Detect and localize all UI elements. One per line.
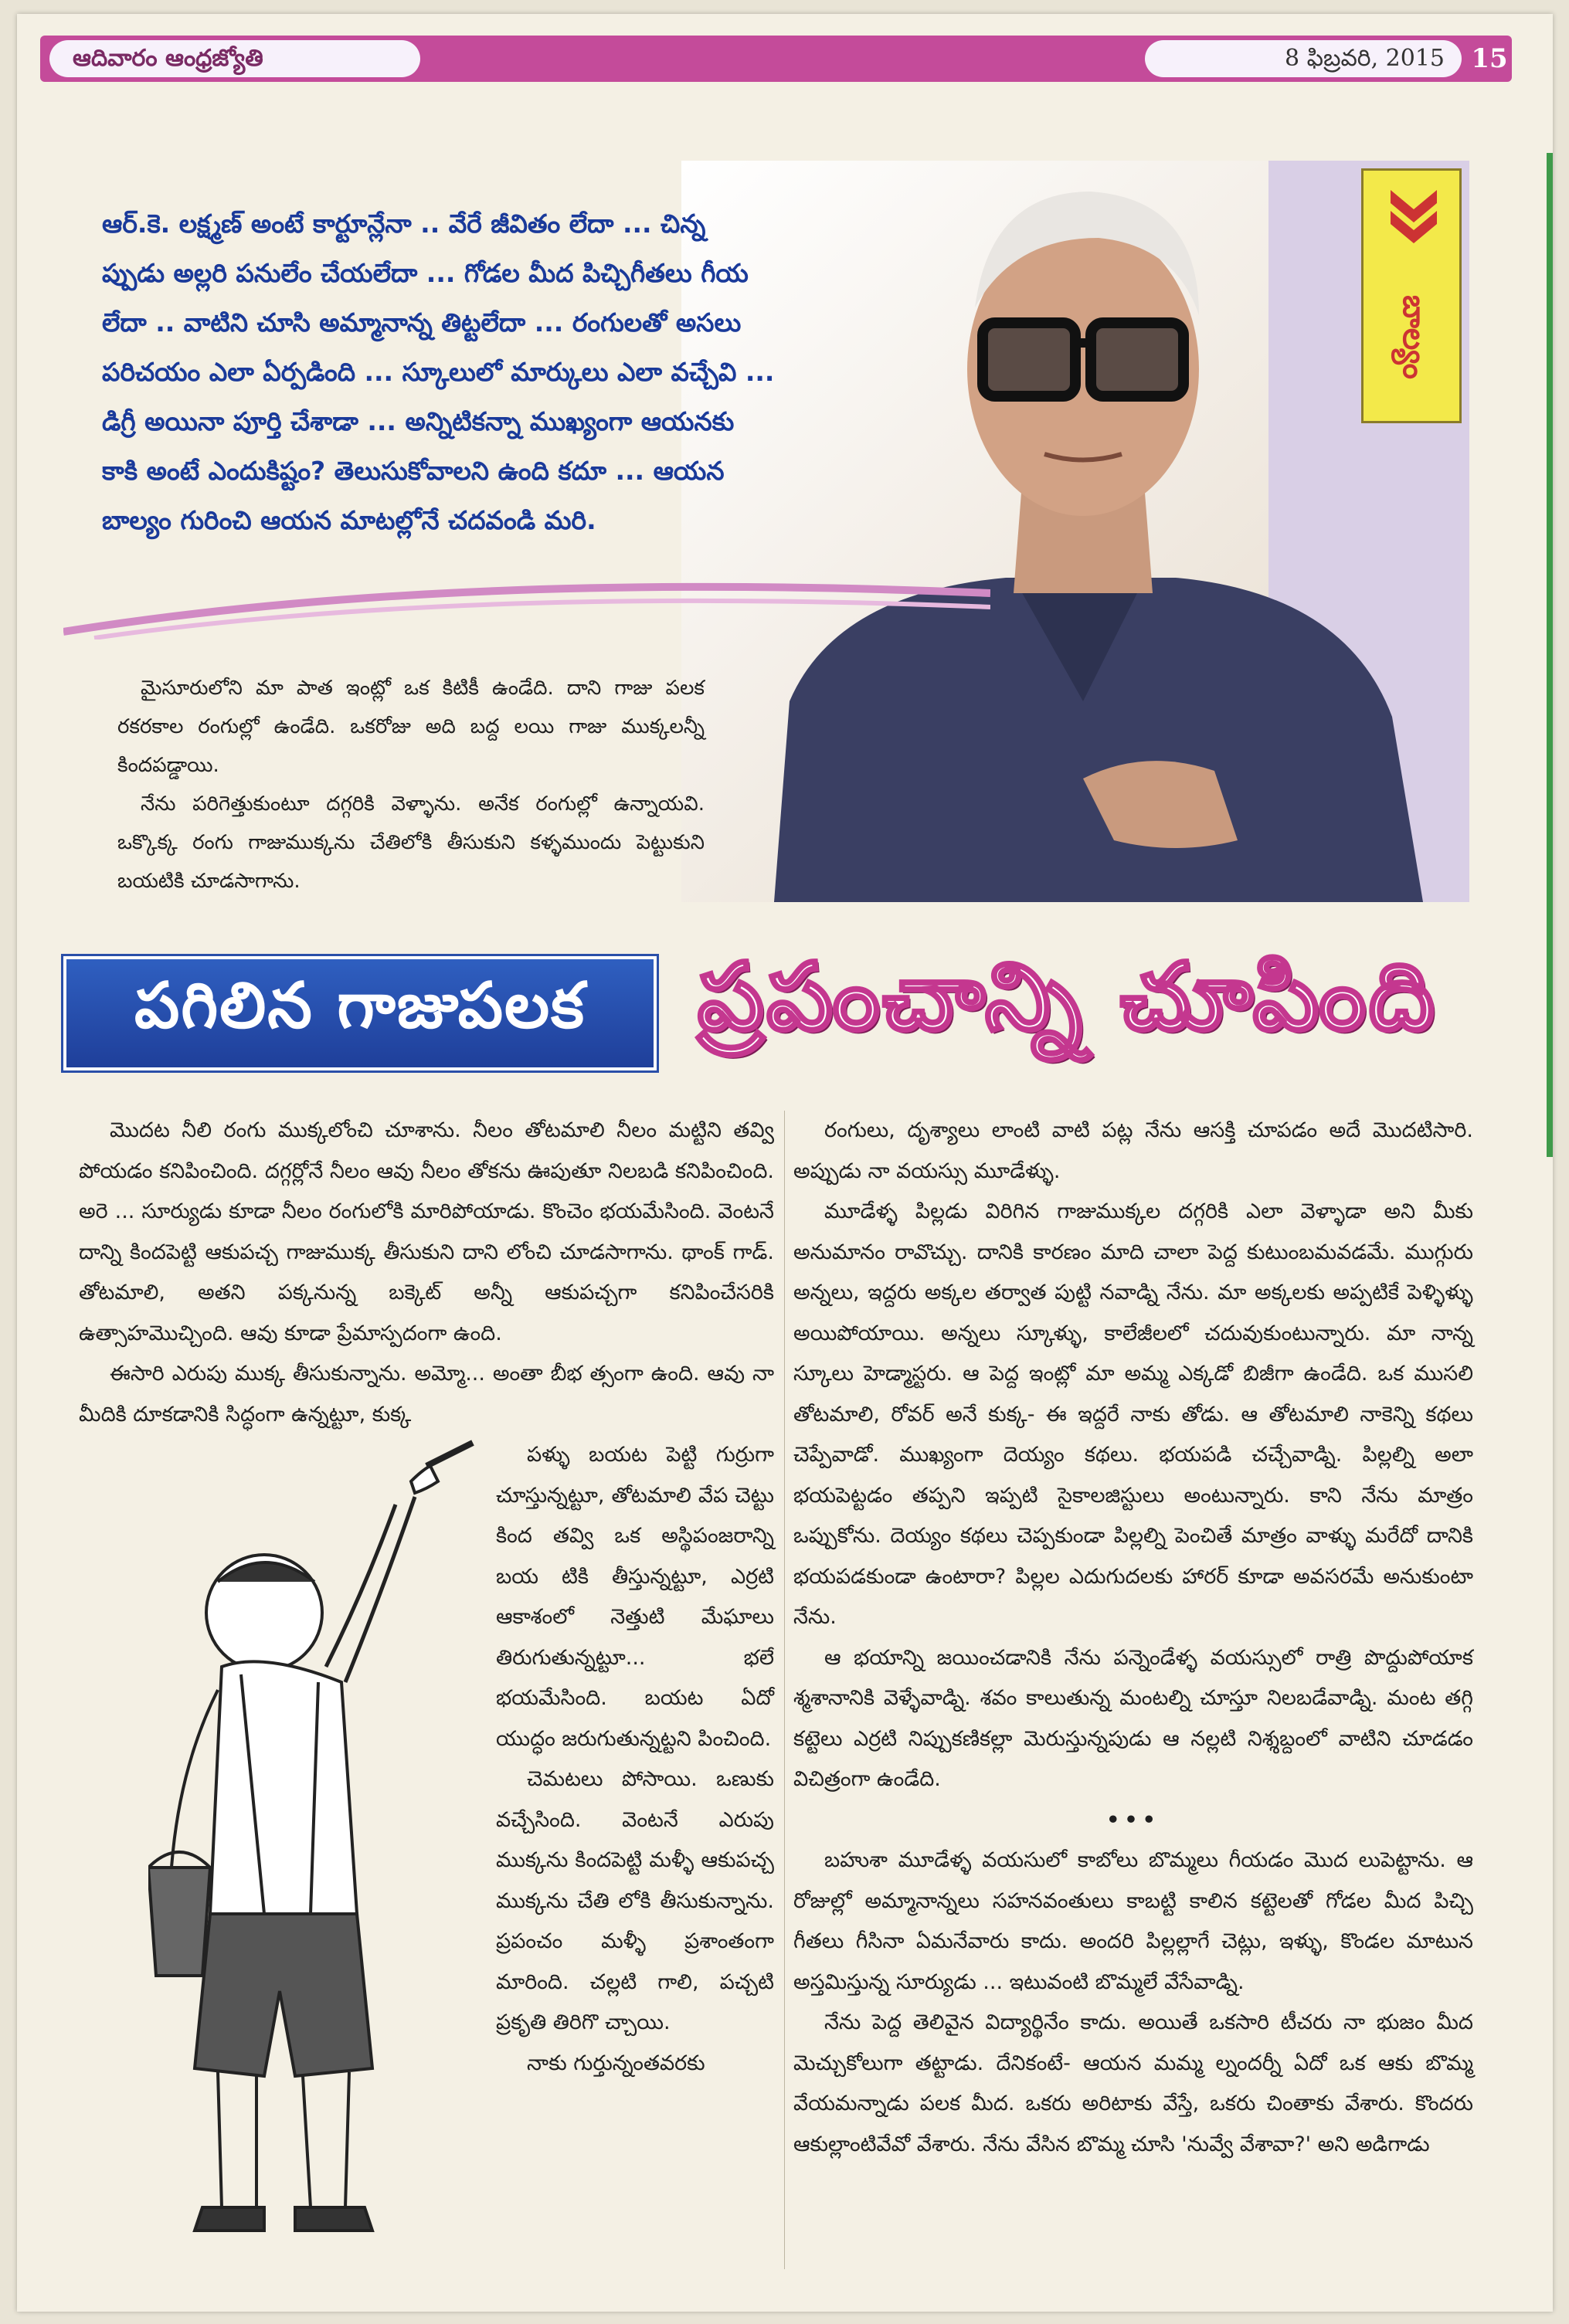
lead-paragraph: నేను పరిగెత్తుకుంటూ దగ్గరికి వెళ్ళాను. అనేక రంగుల్లో ఉన్నాయవి. ఒక్కొక్క రంగు గాజుముక్కను చేతిలోకి తీసుకుని కళ్ళముందు పెట్టుకుని బయటికి చూడసాగాను. — [117, 792, 705, 893]
publication-name: ఆదివారం ఆంధ్రజ్యోతి — [49, 40, 420, 77]
body-paragraph: ఆ భయాన్ని జయించడానికి నేను పన్నెండేళ్ళ వయస్సులో రాత్రి పొద్దుపోయాక శ్మశానానికి వెళ్ళేవాడ్ని. శవం కాలుతున్న మంటల్ని చూస్తూ నిలబడేవాడ్ని. మంట తగ్గి కట్టెలు ఎర్రటి నిప్పుకణికల్లా మెరుస్తున్నపుడు ఆ నల్లటి నిశ్శబ్దంలో వాటిని చూడడం విచిత్రంగా ఉండేది. — [793, 1645, 1473, 1791]
issue-date: 8 ఫిబ్రవరి, 2015 — [1145, 40, 1462, 77]
page-edge — [1547, 153, 1553, 1157]
right-column — [793, 1111, 1473, 2165]
headline-left: పగిలిన గాజుపలక — [134, 969, 586, 1043]
left-column — [79, 1111, 774, 1435]
intro-line: పరిచయం ఎలా ఏర్పడింది ... స్కూలులో మార్కులు ఎలా వచ్చేవి ... — [102, 357, 775, 387]
chevron-down-icon — [1387, 186, 1441, 248]
left-column-wrapped — [496, 1435, 774, 2084]
newspaper-page — [17, 14, 1553, 2312]
intro-line: లేదా .. వాటిని చూసి అమ్మానాన్న తిట్టలేదా ... రంగులతో అసలు — [102, 307, 742, 338]
intro-line: ఆర్.కె. లక్ష్మణ్ అంటే కార్టూన్లేనా .. వేరే జీవితం లేదా ... చిన్న — [102, 209, 706, 239]
body-paragraph: పళ్ళు బయట పెట్టి గుర్రుగా చూస్తున్నట్టూ, తోటమాలి వేప చెట్టు కింద తవ్వి ఒక అస్థిపంజరాన్ని బయ టికి తీస్తున్నట్టూ, ఎర్రటి ఆకాశంలో నెత్తుటి మేఘాలు తిరుగుతున్నట్టూ... భలే భయమేసింది. బయట ఏదో యుద్ధం జరుగుతున్నట్టని పించింది. — [496, 1443, 774, 1751]
body-paragraph: ఈసారి ఎరుపు ముక్క తీసుకున్నాను. అమ్మో... అంతా బీభ త్సంగా ఉంది. ఆవు నా మీదికి దూకడానికి సిద్ధంగా ఉన్నట్టూ, కుక్క — [79, 1362, 774, 1427]
body-paragraph: రంగులు, దృశ్యాలు లాంటి వాటి పట్ల నేను ఆసక్తి చూపడం అదే మొదటిసారి. అప్పుడు నా వయస్సు మూడేళ్ళు. — [793, 1118, 1473, 1183]
boy-painting-illustration — [148, 1435, 511, 2269]
headline — [63, 941, 1469, 1076]
lead-paragraph: మైసూరులోని మా పాత ఇంట్లో ఒక కిటికీ ఉండేది. దాని గాజు పలక రకరకాల రంగుల్లో ఉండేది. ఒకరోజు అది బద్ద లయి గాజు ముక్కలన్నీ కిందపడ్డాయి. — [117, 677, 705, 777]
lead-text — [117, 669, 705, 901]
intro-line: కాకి అంటే ఎందుకిష్టం? తెలుసుకోవాలని ఉంది కదూ ... ఆయన — [102, 456, 725, 486]
body-paragraph: చెమటలు పోసాయి. ఒణుకు వచ్చేసింది. వెంటనే ఎరుపు ముక్కను కిందపెట్టి మళ్ళీ ఆకుపచ్చ ముక్కను చేతి లోకి తీసుకున్నాను. ప్రపంచం మళ్ళీ ప్రశాంతంగా మారింది. చల్లటి గాలి, పచ్చటి ప్రకృతి తిరిగొ చ్చాయి. — [496, 1767, 774, 2034]
column-divider — [784, 1111, 785, 2269]
section-tag-label: బాల్యం — [1396, 294, 1431, 379]
body-paragraph: మొదట నీలి రంగు ముక్కలోంచి చూశాను. నీలం తోటమాలి నీలం మట్టిని తవ్వి పోయడం కనిపించింది. దగ్గర్లోనే నీలం ఆవు నీలం తోకను ఊపుతూ నిలబడి కనిపించింది. అరె ... సూర్యుడు కూడా నీలం రంగులోకి మారిపోయాడు. కొంచెం భయమేసింది. వెంటనే దాన్ని కిందపెట్టి ఆకుపచ్చ గాజుముక్క తీసుకుని దాని లోంచి చూడసాగాను. థాంక్ గాడ్. తోటమాలి, అతని పక్కనున్న బక్కెట్ అన్నీ ఆకుపచ్చగా కనిపించేసరికి ఉత్సాహమొచ్చింది. ఆవు కూడా ప్రేమాస్పదంగా ఉంది. — [79, 1118, 774, 1345]
intro-text — [102, 199, 913, 545]
body-paragraph: మూడేళ్ళ పిల్లడు విరిగిన గాజుముక్కల దగ్గరికి ఎలా వెళ్ళాడా అని మీకు అనుమానం రావొచ్చు. దానికి కారణం మాది చాలా పెద్ద కుటుంబమవడమే. ముగ్గురు అన్నలు, ఇద్దరు అక్కల తర్వాత పుట్టి నవాడ్ని నేను. మా అక్కలకు అప్పటికే పెళ్ళిళ్ళు అయిపోయాయి. అన్నలు స్కూళ్ళు, కాలేజీలలో చదువుకుంటున్నారు. మా నాన్న స్కూలు హెడ్మాస్టరు. ఆ పెద్ద ఇంట్లో మా అమ్మ ఎక్కడో బిజీగా ఉండేది. ఒక ముసలి తోటమాలి, రోవర్ అనే కుక్క- ఈ ఇద్దరే నాకు తోడు. ఆ తోటమాలి నాకెన్ని కథలు చెప్పేవాడో. ముఖ్యంగా దెయ్యం కథలు. భయపడి చచ్చేవాడ్ని. పిల్లల్ని అలా భయపెట్టడం తప్పని ఇప్పటి సైకాలజిస్టులు అంటున్నారు. కాని నేను మాత్రం ఒప్పుకోను. దెయ్యం కథలు చెప్పకుండా పిల్లల్ని పెంచితే మాత్రం వాళ్ళు మరేదో దానికి భయపడకుండా ఉంటారా? పిల్లల ఎదుగుదలకు హారర్ కూడా అవసరమే అనుకుంటా నేను. — [793, 1199, 1473, 1629]
section-separator: ••• — [1106, 1807, 1160, 1832]
intro-line: బాల్యం గురించి ఆయన మాటల్లోనే చదవండి మరి. — [102, 505, 596, 535]
body-paragraph: బహుశా మూడేళ్ళ వయసులో కాబోలు బొమ్మలు గీయడం మొద లుపెట్టాను. ఆ రోజుల్లో అమ్మానాన్నలు సహనవంతులు కాబట్టి కాలిన కట్టెలతో గోడల మీద పిచ్చి గీతలు గీసినా ఏమనేవారు కాదు. అందరి పిల్లల్లాగే చెట్లు, ఇళ్ళు, కొండల మాటున అస్తమిస్తున్న సూర్యుడు ... ఇటువంటి బొమ్మలే వేసేవాడ్ని. — [793, 1848, 1473, 1994]
intro-line: డిగ్రీ అయినా పూర్తి చేశాడా ... అన్నిటికన్నా ముఖ్యంగా ఆయనకు — [102, 406, 735, 436]
decorative-swoosh — [63, 547, 990, 640]
intro-line: ప్పుడు అల్లరి పనులేం చేయలేదా ... గోడల మీద పిచ్చిగీతలు గీయ — [102, 258, 749, 288]
body-paragraph: నేను పెద్ద తెలివైన విద్యార్థినేం కాదు. అయితే ఒకసారి టీచరు నా భుజం మీద మెచ్చుకోలుగా తట్టాడు. దేనికంటే- ఆయన మమ్మ ల్నందర్నీ ఏదో ఒక ఆకు బొమ్మ వేయమన్నాడు పలక మీద. ఒకరు అరిటాకు వేస్తే, ఒకరు చింతాకు వేశారు. కొందరు ఆకుల్లాంటివేవో వేశారు. నేను వేసిన బొమ్మ చూసి 'నువ్వే వేశావా?' అని అడిగాడు — [793, 2010, 1473, 2156]
page-number: 15 — [1471, 43, 1508, 74]
headline-left-box — [63, 956, 657, 1070]
headline-right-box — [666, 941, 1469, 1076]
section-tag — [1361, 168, 1462, 423]
body-paragraph: నాకు గుర్తున్నంతవరకు — [527, 2051, 705, 2075]
headline-right: ప్రపంచాన్ని చూపింది — [698, 943, 1438, 1051]
